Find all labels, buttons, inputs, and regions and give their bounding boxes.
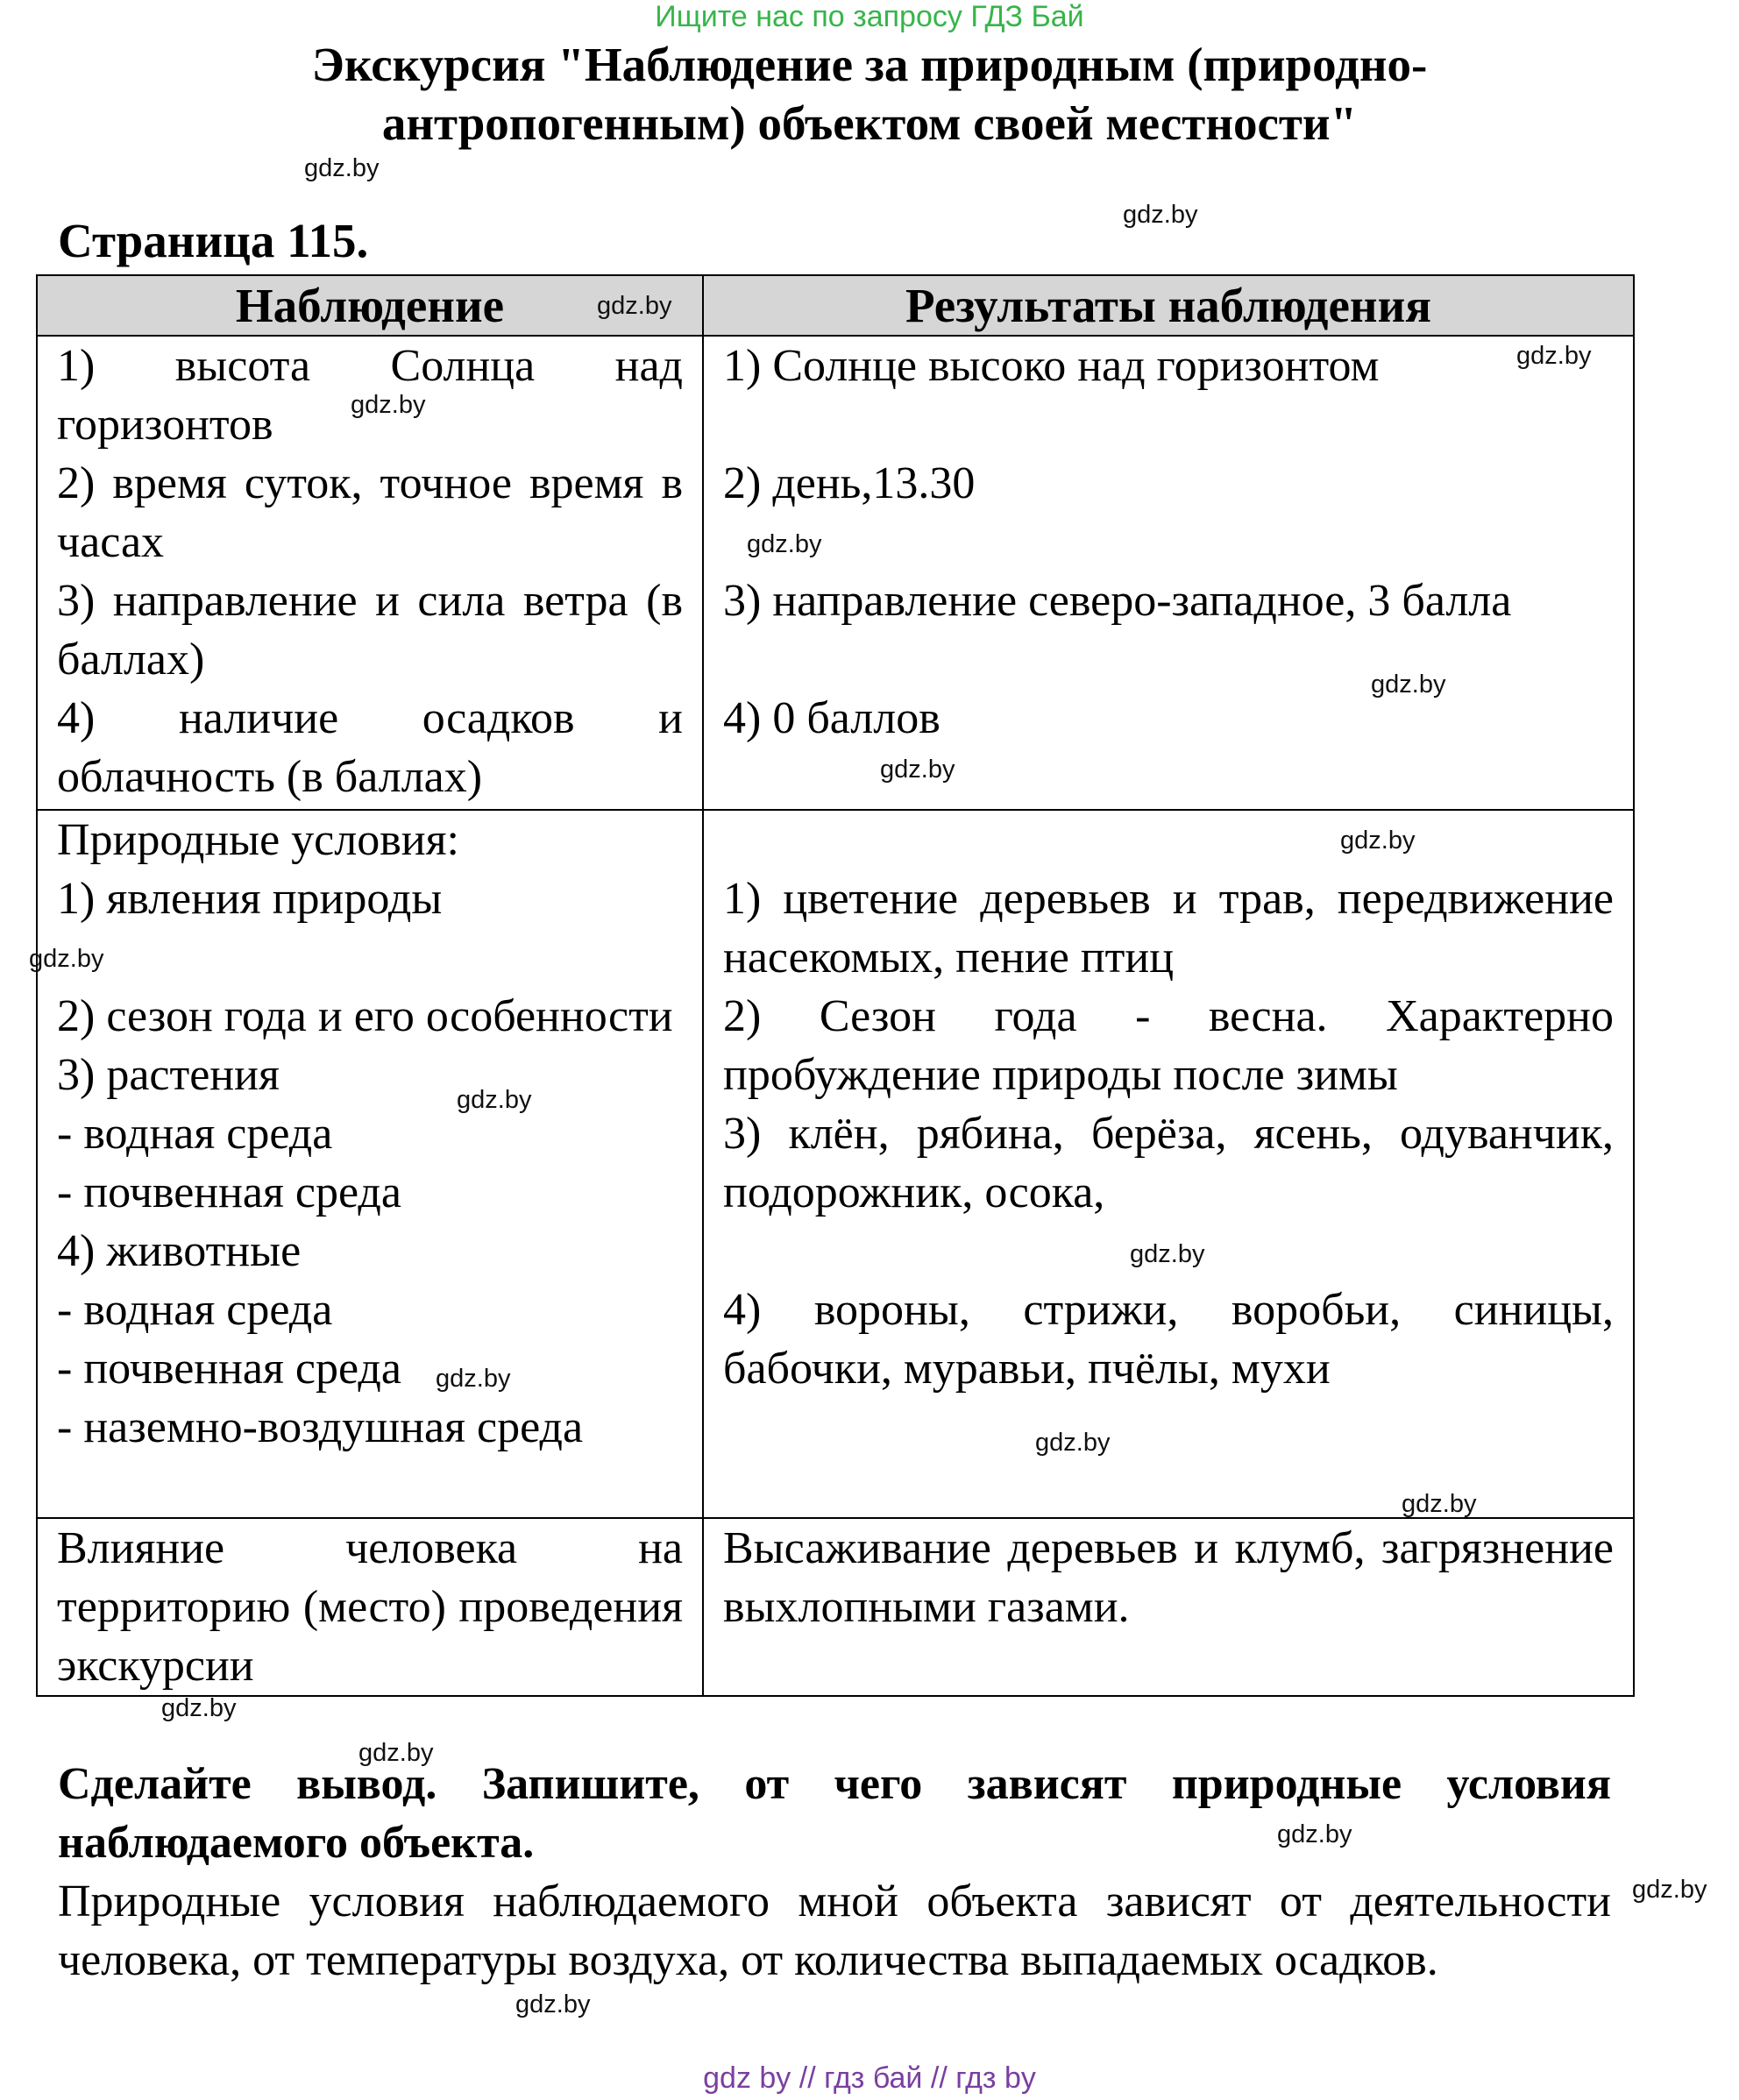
watermark: gdz.by: [351, 391, 426, 419]
observation-cell: [37, 1518, 703, 1696]
watermark: gdz.by: [1340, 827, 1416, 855]
page-title: Экскурсия "Наблюдение за природным (природно-антропогенным) объектом своей местности": [311, 38, 1428, 150]
top-banner[interactable]: Ищите нас по запросу ГДЗ Бай: [655, 0, 1084, 33]
observation-item: - почвенная среда: [57, 1167, 401, 1217]
watermark: gdz.by: [597, 292, 672, 320]
result-item: 1) цветение деревьев и трав, передвижение насекомых, пение птиц: [723, 874, 1614, 983]
result-item: 3) клён, рябина, берёза, ясень, одуванчик, подорожник, осока,: [723, 1109, 1614, 1217]
result-cell: [703, 1518, 1634, 1696]
observation-item: - почвенная среда: [57, 1344, 401, 1394]
observation-item: 3) направление и сила ветра (в баллах): [57, 576, 683, 685]
observation-item: 4) наличие осадков и облачность (в баллах): [57, 693, 683, 802]
header-results: Результаты наблюдения: [703, 275, 1634, 336]
bottom-links-bar[interactable]: gdz by // гдз бай // гдз by: [703, 2061, 1036, 2095]
observation-item: - наземно-воздушная среда: [57, 1402, 584, 1452]
result-cell: [703, 810, 1634, 1518]
observation-cell: [37, 810, 703, 1518]
observation-item: - водная среда: [57, 1109, 333, 1159]
observation-item: Влияние человека на территорию (место) проведения экскурсии: [57, 1523, 683, 1691]
watermark: gdz.by: [304, 154, 380, 182]
table-header-row: [37, 275, 1634, 336]
observation-item: 1) высота Солнца над горизонтов: [57, 341, 683, 450]
observation-item: 1) явления природы: [57, 874, 443, 924]
conclusion-question: Сделайте вывод. Запишите, от чего зависят природные условия наблюдаемого объекта.: [58, 1759, 1611, 1868]
watermark: gdz.by: [29, 945, 104, 973]
observation-item: 2) сезон года и его особенности: [57, 991, 673, 1041]
watermark: gdz.by: [1035, 1429, 1111, 1457]
result-item: 4) 0 баллов: [723, 693, 940, 743]
observation-item: - водная среда: [57, 1285, 333, 1335]
header-observation: Наблюдение: [37, 275, 703, 336]
observation-item: 2) время суток, точное время в часах: [57, 458, 683, 567]
table-row: [37, 1518, 1634, 1696]
page-number-label: Страница 115.: [58, 214, 369, 267]
watermark: gdz.by: [1123, 201, 1198, 229]
watermark: gdz.by: [1371, 670, 1446, 699]
watermark: gdz.by: [436, 1365, 511, 1393]
watermark: gdz.by: [747, 530, 822, 558]
watermark: gdz.by: [358, 1739, 434, 1767]
result-item: 4) вороны, стрижи, воробьи, синицы, бабочки, муравьи, пчёлы, мухи: [723, 1285, 1614, 1394]
watermark: gdz.by: [515, 1990, 591, 2018]
watermark: gdz.by: [457, 1086, 532, 1114]
watermark: gdz.by: [161, 1694, 237, 1722]
result-cell: [703, 336, 1634, 810]
table-row: [37, 336, 1634, 810]
observation-item: 3) растения: [57, 1050, 280, 1100]
watermark: gdz.by: [1277, 1820, 1352, 1848]
observation-table: [36, 274, 1635, 1697]
result-item: 2) день,13.30: [723, 458, 976, 508]
observation-item: 4) животные: [57, 1226, 302, 1276]
result-item: 1) Солнце высоко над горизонтом: [723, 341, 1380, 391]
watermark: gdz.by: [880, 756, 955, 784]
result-item: 3) направление северо-западное, 3 балла: [723, 576, 1512, 626]
watermark: gdz.by: [1632, 1876, 1707, 1904]
result-item: 2) Сезон года - весна. Характерно пробуждение природы после зимы: [723, 991, 1614, 1100]
result-item: Высаживание деревьев и клумб, загрязнение выхлопными газами.: [723, 1523, 1614, 1632]
watermark: gdz.by: [1402, 1490, 1477, 1518]
watermark: gdz.by: [1516, 342, 1592, 370]
conclusion-answer: Природные условия наблюдаемого мной объекта зависят от деятельности человека, от температуры воздуха, от количества выпадаемых осадков.: [58, 1877, 1611, 1985]
watermark: gdz.by: [1130, 1240, 1205, 1268]
observation-item: Природные условия:: [57, 815, 459, 865]
table-row: [37, 810, 1634, 1518]
